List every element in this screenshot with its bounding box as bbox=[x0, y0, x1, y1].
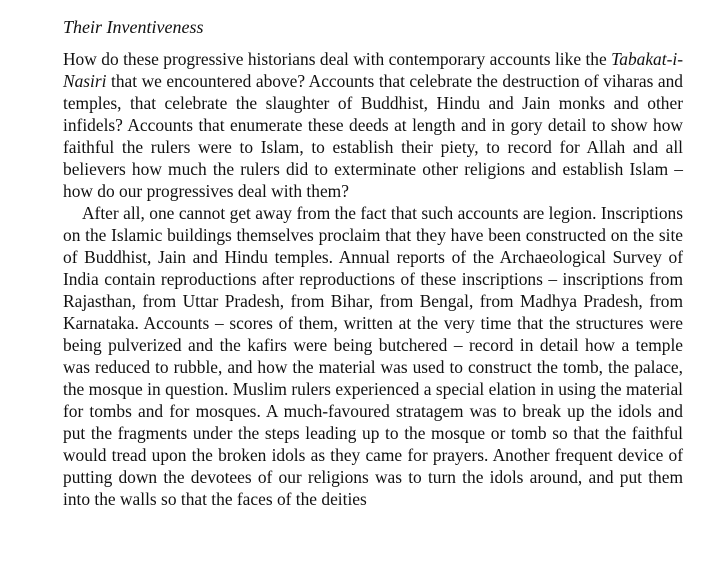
paragraph-2: After all, one cannot get away from the fact that such accounts are legion. Inscriptions on the Islamic buildings themselves proclaim that they have been constructed on the site of Buddhist, Jain and Hindu temples. Annual reports of the Archaeological Survey of India contain reproductions after reproductions of these inscriptions – inscriptions from Rajasthan, from Uttar Pradesh, from Bihar, from Bengal, from Madhya Pradesh, from Karnataka. Accounts – scores of them, written at the very time that the structures were being pulverized and the kafirs were being butchered – record in detail how a temple was reduced to rubble, and how the material was used to construct the tomb, the palace, the mosque in question. Muslim rulers experienced a special elation in using the material for tombs and for mosques. A much-favoured stratagem was to break up the idols and put the fragments under the steps leading up to the mosque or tomb so that the faithful would tread upon the broken idols as they came for prayers. Another frequent device of putting down the devotees of our religions was to turn the idols around, and put them into the walls so that the faces of the deities bbox=[63, 203, 683, 509]
paragraph-1-rest: that we encountered above? Accounts that celebrate the destruction of viharas and temples, that celebrate the slaughter of Buddhist, Hindu and Jain monks and other infidels? Accounts that enumerate these deeds at length and in gory detail to show how faithful the rulers were to Islam, to establish their piety, to record for Allah and all believers how much the rulers did to exterminate other religions and establish Islam – how do our progressives deal with them? bbox=[63, 71, 683, 201]
document-page bbox=[63, 16, 683, 510]
paragraph-1 bbox=[63, 48, 683, 202]
paragraph-1-lead: How do these progressive historians deal with contemporary accounts like the bbox=[63, 49, 612, 69]
section-heading: Their Inventiveness bbox=[63, 17, 204, 37]
work-title: Tabakat-i-Nasiri bbox=[63, 49, 683, 91]
